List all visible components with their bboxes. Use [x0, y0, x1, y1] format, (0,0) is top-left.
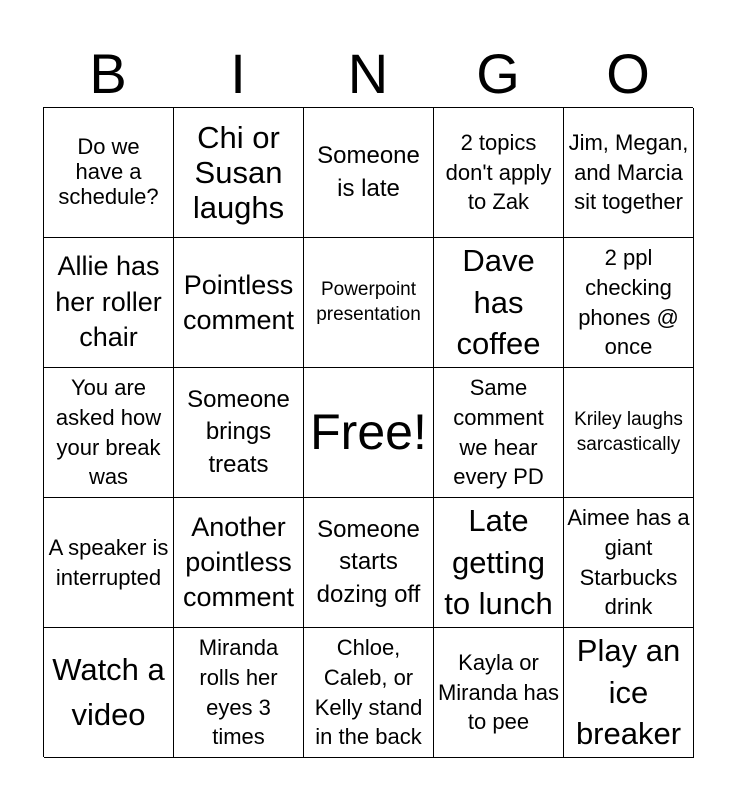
bingo-cell-text: Kayla or Miranda has to pee — [437, 649, 560, 735]
bingo-cell-text: Another pointless comment — [182, 511, 295, 613]
bingo-cell[interactable] — [434, 628, 564, 758]
bingo-cell-text: Kriley laughs sarcastically — [574, 408, 683, 455]
bingo-cell-text: Someone is late — [317, 142, 420, 202]
bingo-cell-text: Pointless comment — [182, 270, 295, 335]
bingo-cell[interactable] — [174, 498, 304, 628]
bingo-cell[interactable] — [174, 108, 304, 238]
bingo-cell-text: Late getting to lunch — [444, 502, 553, 622]
bingo-cell-text: Someone brings treats — [187, 385, 290, 478]
bingo-cell-text: Play an ice breaker — [575, 632, 682, 752]
bingo-cell[interactable] — [564, 368, 694, 498]
bingo-cell-text: Powerpoint presentation — [316, 278, 421, 325]
bingo-cell-text: Dave has coffee — [456, 242, 541, 362]
bingo-cell[interactable] — [434, 498, 564, 628]
free-space-text: Free! — [310, 404, 427, 461]
bingo-cell-text: Chi or Susan laughs — [192, 119, 285, 225]
bingo-cell-text: Someone starts dozing off — [316, 515, 421, 608]
header-letter-g: G — [476, 42, 520, 105]
bingo-cell[interactable] — [564, 108, 694, 238]
bingo-cell-text: A speaker is interrupted — [48, 534, 169, 590]
bingo-cell-text: You are asked how your break was — [55, 375, 162, 490]
bingo-cell[interactable] — [564, 238, 694, 368]
bingo-cell[interactable] — [434, 108, 564, 238]
bingo-cell[interactable] — [304, 498, 434, 628]
bingo-cell[interactable] — [304, 628, 434, 758]
bingo-cell[interactable] — [44, 368, 174, 498]
bingo-header — [43, 40, 693, 108]
bingo-cell[interactable] — [174, 238, 304, 368]
bingo-cell[interactable] — [174, 368, 304, 498]
bingo-cell-text: Chloe, Caleb, or Kelly stand in the back — [314, 635, 423, 750]
bingo-cell[interactable] — [174, 628, 304, 758]
free-space[interactable] — [304, 368, 434, 498]
bingo-cell[interactable] — [434, 368, 564, 498]
bingo-cell[interactable] — [564, 498, 694, 628]
bingo-cell-text: Do we have a schedule? — [58, 134, 159, 209]
bingo-cell-text: Same comment we hear every PD — [453, 375, 544, 490]
header-letter-o: O — [606, 42, 650, 105]
bingo-cell[interactable] — [44, 108, 174, 238]
bingo-cell[interactable] — [564, 628, 694, 758]
bingo-cell-text: Jim, Megan, and Marcia sit together — [568, 129, 689, 215]
bingo-cell-text: 2 topics don't apply to Zak — [445, 129, 552, 215]
bingo-cell[interactable] — [44, 238, 174, 368]
bingo-cell-text: 2 ppl checking phones @ once — [578, 245, 679, 360]
bingo-cell[interactable] — [434, 238, 564, 368]
bingo-cell[interactable] — [44, 498, 174, 628]
bingo-cell[interactable] — [44, 628, 174, 758]
header-letter-b: B — [89, 42, 127, 105]
bingo-cell-text: Allie has her roller chair — [55, 250, 162, 353]
bingo-cell[interactable] — [304, 108, 434, 238]
bingo-cell-text: Miranda rolls her eyes 3 times — [198, 635, 279, 750]
header-letter-n: N — [347, 42, 389, 105]
bingo-cell[interactable] — [304, 238, 434, 368]
header-letter-i: I — [230, 42, 246, 105]
bingo-board — [43, 107, 693, 757]
bingo-cell-text: Watch a video — [52, 651, 165, 732]
bingo-cell-text: Aimee has a giant Starbucks drink — [567, 505, 690, 620]
